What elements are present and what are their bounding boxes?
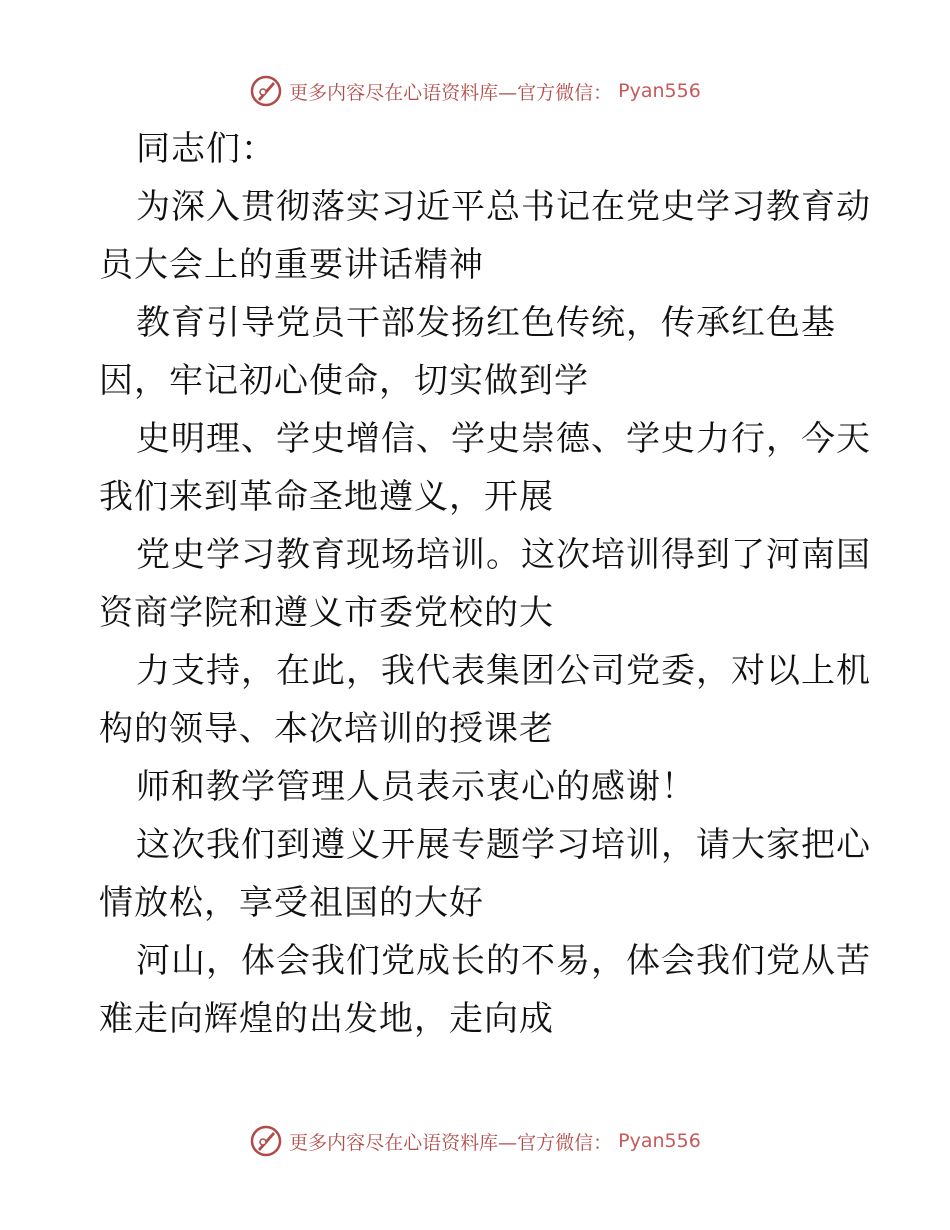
paragraph-line: 为深入贯彻落实习近平总书记在党史学习教育动 [136, 187, 871, 227]
paragraph-line: 党史学习教育现场培训。这次培训得到了河南国 [136, 535, 871, 575]
paragraph [99, 642, 871, 758]
paragraph-line: 力支持，在此，我代表集团公司党委，对以上机 [136, 651, 871, 691]
footer-watermark [0, 1124, 950, 1158]
watermark-wechat-id: Pyan556 [618, 1130, 701, 1152]
paragraph-line: 同志们： [136, 129, 276, 169]
paragraph-line: 这次我们到遵义开展专题学习培训，请大家把心 [136, 825, 871, 865]
paragraph-line: 构的领导、本次培训的授课老 [99, 709, 554, 749]
paragraph-line: 情放松，享受祖国的大好 [99, 883, 484, 923]
header-watermark [0, 74, 950, 108]
paragraph [99, 294, 859, 410]
paragraph-line: 师和教学管理人员表示衷心的感谢！ [136, 767, 696, 807]
watermark-text: 更多内容尽在心语资料库—官方微信： [289, 1131, 613, 1154]
paragraph [99, 816, 871, 932]
watermark-text: 更多内容尽在心语资料库—官方微信： [289, 81, 613, 104]
paragraph [99, 178, 871, 294]
paragraph-line: 员大会上的重要讲话精神 [99, 245, 484, 285]
paragraph-line: 教育引导党员干部发扬红色传统，传承红色基 [136, 303, 836, 343]
paragraph-line: 河山，体会我们党成长的不易，体会我们党从苦 [136, 941, 871, 981]
quill-logo-icon [249, 1124, 283, 1158]
document-body [99, 120, 871, 1048]
paragraph [99, 526, 871, 642]
paragraph-line: 资商学院和遵义市委党校的大 [99, 593, 554, 633]
quill-logo-icon [249, 74, 283, 108]
paragraph-line: 我们来到革命圣地遵义，开展 [99, 477, 554, 517]
paragraph [99, 120, 859, 178]
paragraph [99, 410, 871, 526]
watermark-wechat-id: Pyan556 [618, 80, 701, 102]
paragraph-line: 因，牢记初心使命，切实做到学 [99, 361, 589, 401]
paragraph [99, 758, 859, 816]
paragraph-line: 难走向辉煌的出发地，走向成 [99, 999, 554, 1039]
paragraph-line: 史明理、学史增信、学史崇德、学史力行，今天 [136, 419, 871, 459]
paragraph [99, 932, 871, 1048]
